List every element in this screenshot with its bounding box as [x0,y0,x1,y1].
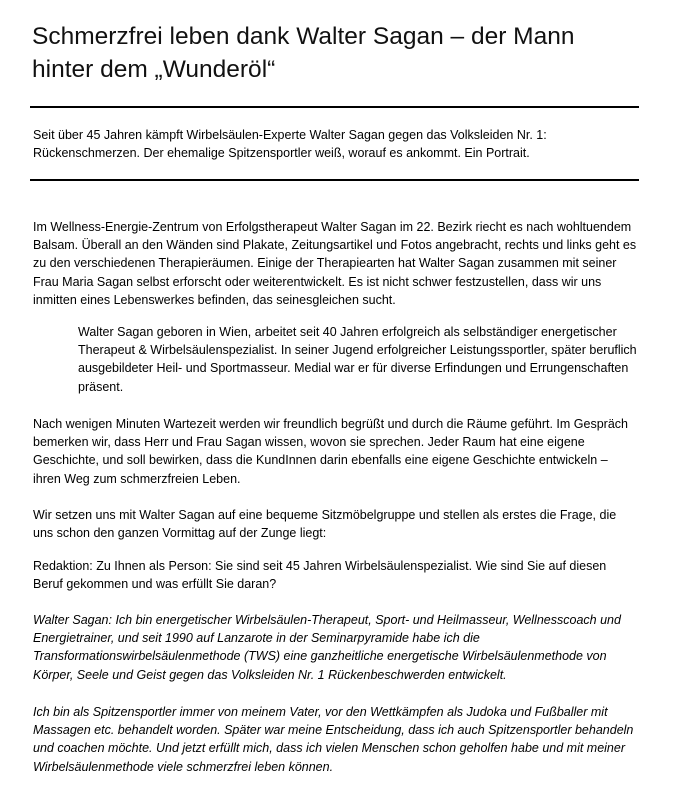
profile-box: Walter Sagan geboren in Wien, arbeitet seit 40 Jahren erfolgreich als selbständiger energetischer Therapeut & Wirbelsäulenspezialist. In seiner Jugend erfolgreicher Leistungssportler, später beruflich ausgebildeter Heil- und Sportmasseur. Medial war er für diverse Erfindungen und Errungenschaften präsent. [78,325,637,394]
interview-answer-1: Walter Sagan: Ich bin energetischer Wirbelsäulen-Therapeut, Sport- und Heilmasseur, Wellnesscoach und Energietrainer, und seit 1990 auf Lanzarote in der Seminarpyramide habe ich die Transformationswirbelsäulenmethode (TWS) eine ganzheitliche energetische Wirbelsäulenmethode von Körper, Seele und Geist gegen das Volksleiden Nr. 1 Rückenbeschwerden entwickelt. [33,613,621,682]
visit-paragraph: Nach wenigen Minuten Wartezeit werden wir freundlich begrüßt und durch die Räume geführt. Im Gespräch bemerken wir, dass Herr und Frau Sagan wissen, wovon sie sprechen. Jeder Raum hat eine eigene Geschichte, und soll bewirken, dass die KundInnen darin ebenfalls eine eigene Geschichte entwickeln – ihren Weg zum schmerzfreien Leben. [33,417,628,486]
intro-paragraph: Im Wellness-Energie-Zentrum von Erfolgstherapeut Walter Sagan im 22. Bezirk riecht es nach wohltuendem Balsam. Überall an den Wänden sind Plakate, Zeitungsartikel und Fotos angebracht, rechts und links geht es zu den verschiedenen Therapieräumen. Einige der Therapiearten hat Walter Sagan zusammen mit seiner Frau Maria Sagan selbst erforscht oder weiterentwickelt. Es ist nicht schwer festzustellen, dass wir uns inmitten eines Lebenswerkes befinden, das seinesgleichen sucht. [33,220,637,307]
article-lead: Seit über 45 Jahren kämpft Wirbelsäulen-Experte Walter Sagan gegen das Volksleiden Nr. 1: Rückenschmerzen. Der ehemalige Spitzensportler weiß, worauf es ankommt. Ein Portrait. [33,128,547,160]
interview-question: Redaktion: Zu Ihnen als Person: Sie sind seit 45 Jahren Wirbelsäulenspezialist. Wie sind Sie auf diesen Beruf gekommen und was erfüllt Sie daran? [33,559,607,592]
bottom-divider [30,179,639,181]
article-title: Schmerzfrei leben dank Walter Sagan – der Mann hinter dem „Wunderöl“ [32,23,575,83]
seating-paragraph: Wir setzen uns mit Walter Sagan auf eine bequeme Sitzmöbelgruppe und stellen als erstes die Frage, die uns schon den ganzen Vormittag auf der Zunge liegt: [33,508,617,541]
top-divider [30,106,639,108]
interview-answer-2: Ich bin als Spitzensportler immer von meinem Vater, vor den Wettkämpfen als Judoka und Fußballer mit Massagen etc. behandelt worden. Später war meine Entscheidung, dass ich auch Spitzensportler behandeln und coachen möchte. Und jetzt erfüllt mich, dass ich vielen Menschen schon geholfen habe und mit meiner Wirbelsäulenmethode viele schmerzfrei leben können. [33,705,634,774]
